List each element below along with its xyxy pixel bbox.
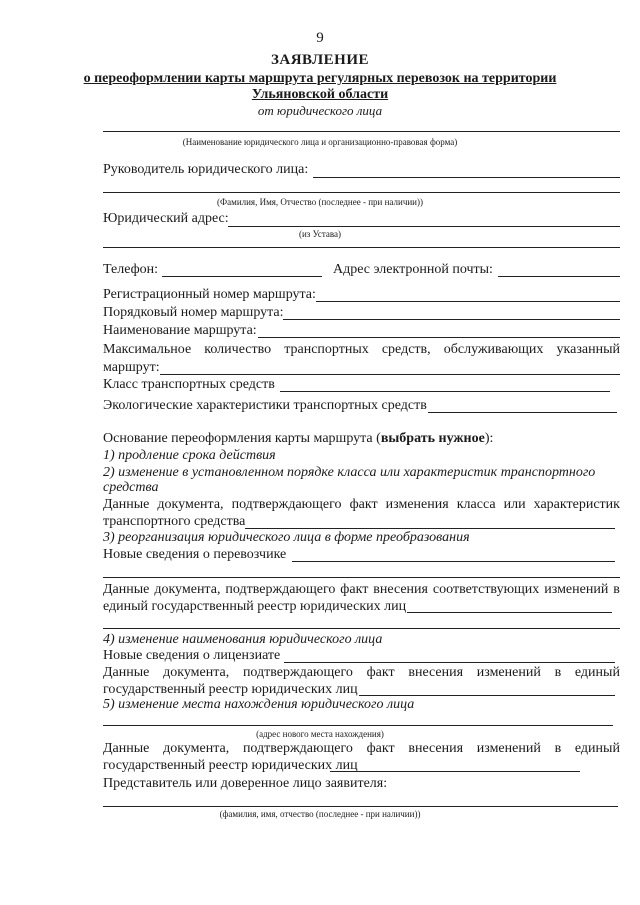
- representative-field[interactable]: [103, 806, 618, 807]
- doc-change-label: Данные документа, подтверждающего факт изменения класса или характеристик: [103, 497, 620, 512]
- option-rename: 4) изменение наименования юридического лица: [103, 632, 383, 647]
- registry-field-line2[interactable]: [103, 628, 620, 629]
- fio-caption: (Фамилия, Имя, Отчество (последнее - при наличии)): [217, 197, 423, 207]
- registry2-label-line2: государственный реестр юридических лиц: [103, 682, 358, 697]
- registry-label: Данные документа, подтверждающего факт внесения соответствующих изменений в: [103, 582, 620, 597]
- page-number: 9: [316, 30, 324, 46]
- registry2-label: Данные документа, подтверждающего факт внесения изменений в единый: [103, 665, 620, 680]
- max-vehicles-label-line2: маршрут:: [103, 360, 160, 375]
- representative-label: Представитель или доверенное лицо заявителя:: [103, 776, 388, 791]
- document-subtitle: о переоформлении карты маршрута регулярных перевозок на территории: [83, 71, 557, 86]
- doc-change-label-line2: транспортного средства: [103, 514, 246, 529]
- registry3-label-line2: государственный реестр юридических лиц: [103, 758, 358, 773]
- eco-label: Экологические характеристики транспортных средств: [103, 398, 427, 413]
- document-subtitle-region: Ульяновской области: [251, 87, 389, 102]
- vehicle-class-field[interactable]: [280, 391, 610, 392]
- registry2-field[interactable]: [359, 695, 615, 696]
- head-field-line2[interactable]: [103, 192, 620, 193]
- reg-number-label: Регистрационный номер маршрута:: [103, 287, 316, 302]
- new-licensee-field[interactable]: [284, 662, 615, 663]
- max-vehicles-label: Максимальное количество транспортных средств, обслуживающих указанный: [103, 342, 620, 357]
- doc-change-field[interactable]: [245, 528, 615, 529]
- max-vehicles-field[interactable]: [160, 374, 620, 375]
- vehicle-class-label: Класс транспортных средств: [103, 377, 275, 392]
- new-address-field[interactable]: [103, 725, 613, 726]
- address-field-line2[interactable]: [103, 247, 620, 248]
- registry3-field[interactable]: [330, 771, 580, 772]
- phone-field[interactable]: [162, 276, 322, 277]
- seq-number-field[interactable]: [283, 319, 620, 320]
- seq-number-label: Порядковый номер маршрута:: [103, 305, 284, 320]
- route-name-label: Наименование маршрута:: [103, 323, 257, 338]
- registry-field[interactable]: [407, 612, 612, 613]
- applicant-type: от юридического лица: [257, 103, 383, 118]
- new-carrier-field-line2[interactable]: [103, 577, 620, 578]
- route-name-field[interactable]: [258, 337, 620, 338]
- document-title: ЗАЯВЛЕНИЕ: [270, 52, 370, 68]
- address-label: Юридический адрес:: [103, 211, 229, 226]
- fio-caption-representative: (фамилия, имя, отчество (последнее - при наличии)): [219, 809, 421, 819]
- new-carrier-label: Новые сведения о перевозчике: [103, 547, 287, 562]
- email-field[interactable]: [498, 276, 620, 277]
- org-name-caption: (Наименование юридического лица и организационно-правовая форма): [182, 137, 458, 147]
- registry-label-line2: единый государственный реестр юридических лиц: [103, 599, 407, 614]
- phone-label: Телефон:: [103, 262, 159, 277]
- address-field[interactable]: [228, 226, 620, 227]
- head-field[interactable]: [313, 177, 620, 178]
- registry3-label: Данные документа, подтверждающего факт внесения изменений в единый: [103, 741, 620, 756]
- eco-field[interactable]: [428, 412, 617, 413]
- new-address-caption: (адрес нового места нахождения): [256, 729, 384, 739]
- email-label: Адрес электронной почты:: [333, 262, 493, 277]
- option-change-class-line2: средства: [103, 480, 159, 495]
- new-licensee-label: Новые сведения о лицензиате: [103, 648, 281, 663]
- option-change-class: 2) изменение в установленном порядке класса или характеристик транспортного: [103, 465, 596, 480]
- new-carrier-field[interactable]: [292, 561, 615, 562]
- basis-heading: Основание переоформления карты маршрута (выбрать нужное):: [103, 431, 494, 446]
- reg-number-field[interactable]: [316, 301, 620, 302]
- org-name-field[interactable]: [103, 131, 620, 132]
- option-extend-term: 1) продление срока действия: [103, 448, 276, 463]
- option-relocation: 5) изменение места нахождения юридического лица: [103, 697, 415, 712]
- head-label: Руководитель юридического лица:: [103, 162, 309, 177]
- option-reorganization: 3) реорганизация юридического лица в форме преобразования: [103, 530, 470, 545]
- charter-caption: (из Устава): [298, 229, 342, 239]
